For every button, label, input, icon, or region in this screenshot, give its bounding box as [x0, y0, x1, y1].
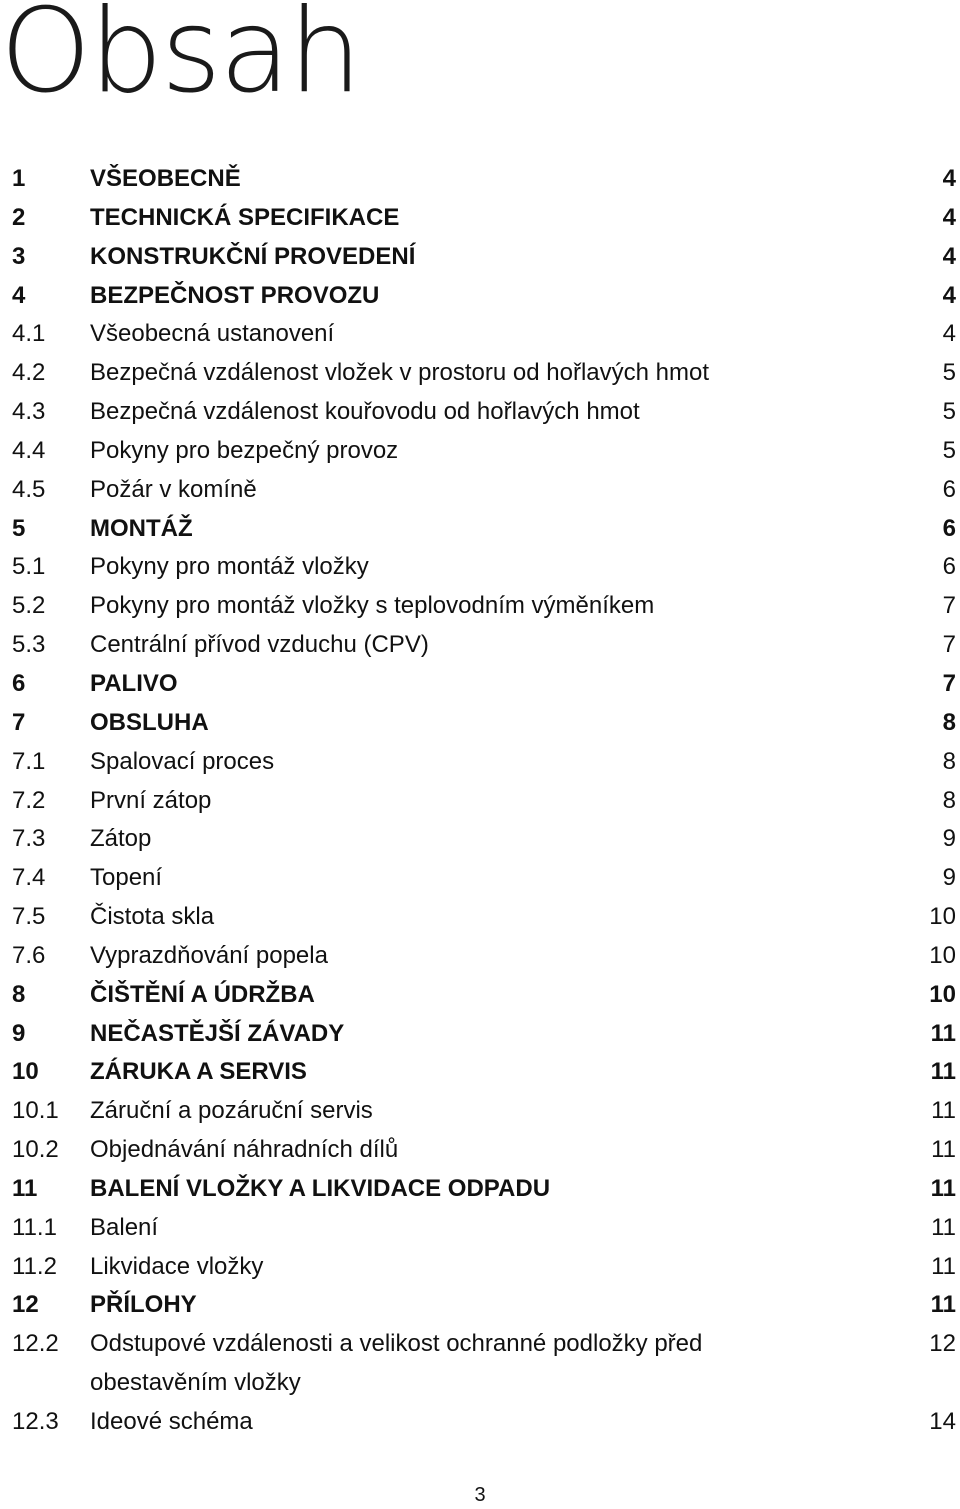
toc-page: 8 [942, 708, 956, 736]
toc-entry-6[interactable] [12, 665, 956, 704]
toc-page: 10 [929, 980, 956, 1008]
page-title: Obsah [0, 0, 360, 119]
toc-entry-7-1[interactable] [12, 743, 956, 782]
toc-page: 11 [931, 1136, 956, 1164]
toc-number: 11 [12, 1174, 38, 1202]
toc-number: 11.1 [12, 1213, 57, 1241]
toc-page: 6 [942, 514, 956, 542]
toc-page: 4 [942, 203, 956, 231]
toc-title: Čistota skla [90, 903, 215, 931]
toc-page: 4 [942, 320, 956, 348]
toc-title: BEZPEČNOST PROVOZU [90, 281, 380, 309]
toc-number: 5 [12, 514, 26, 542]
toc-number: 7.6 [12, 941, 46, 969]
toc-page: 4 [942, 165, 956, 192]
toc-entry-5[interactable] [12, 510, 956, 549]
toc-entry-12[interactable] [12, 1286, 956, 1325]
toc-page: 4 [942, 281, 956, 309]
toc-entry-11[interactable] [12, 1170, 956, 1209]
toc-number: 5.2 [12, 592, 46, 620]
toc-entry-7-6[interactable] [12, 937, 956, 976]
toc-number: 7.5 [12, 903, 46, 931]
page-number: 3 [474, 1484, 486, 1506]
toc-number: 8 [12, 980, 26, 1008]
toc-number: 10.2 [12, 1136, 59, 1164]
toc-page: 5 [942, 359, 956, 387]
toc-page: 11 [931, 1213, 956, 1241]
toc-number: 4.2 [12, 359, 46, 387]
toc-title: První zátop [90, 786, 212, 814]
toc-title: Pokyny pro montáž vložky s teplovodním výměníkem [90, 592, 655, 620]
toc-title: KONSTRUKČNÍ PROVEDENÍ [90, 242, 416, 270]
toc-title: Zátop [90, 825, 152, 853]
toc-number: 4 [12, 281, 26, 309]
toc-entry-4[interactable] [12, 277, 956, 316]
toc-page: 11 [930, 1058, 956, 1086]
toc-title: TECHNICKÁ SPECIFIKACE [90, 203, 400, 231]
toc-entry-10[interactable] [12, 1053, 956, 1092]
toc-entry-7-3[interactable] [12, 820, 956, 859]
toc-title: Záruční a pozáruční servis [90, 1097, 373, 1125]
toc-entry-8[interactable] [12, 976, 956, 1015]
table-of-contents [12, 160, 956, 1442]
toc-page: 11 [931, 1252, 956, 1280]
toc-entry-4-2[interactable] [12, 354, 956, 393]
toc-entry-7-5[interactable] [12, 898, 956, 937]
toc-number: 7 [12, 708, 26, 736]
toc-entry-5-3[interactable] [12, 626, 956, 665]
toc-page: 12 [929, 1330, 956, 1358]
toc-number: 11.2 [12, 1252, 57, 1280]
toc-number: 10.1 [12, 1097, 59, 1125]
toc-page: 9 [942, 825, 956, 853]
toc-page: 11 [930, 1019, 956, 1047]
toc-title: PŘÍLOHY [90, 1291, 197, 1319]
toc-entry-5-1[interactable] [12, 548, 956, 587]
toc-number: 4.5 [12, 475, 46, 503]
toc-number: 9 [12, 1019, 26, 1047]
toc-number: 5.1 [12, 553, 46, 581]
toc-number: 5.3 [12, 631, 46, 659]
toc-title: Pokyny pro montáž vložky [90, 553, 369, 581]
toc-number: 7.1 [12, 747, 46, 775]
toc-number: 12.2 [12, 1330, 59, 1358]
toc-page: 7 [942, 669, 956, 697]
toc-page: 8 [942, 786, 956, 814]
toc-number: 12.3 [12, 1408, 59, 1435]
toc-entry-7-4[interactable] [12, 859, 956, 898]
toc-page: 5 [942, 398, 956, 426]
toc-page: 5 [942, 436, 956, 464]
toc-entry-12-2[interactable] [12, 1325, 956, 1403]
toc-title: Bezpečná vzdálenost vložek v prostoru od hořlavých hmot [90, 359, 709, 387]
toc-number: 3 [12, 242, 26, 270]
toc-page: 11 [931, 1097, 956, 1125]
toc-entry-4-4[interactable] [12, 432, 956, 471]
toc-page: 7 [942, 631, 956, 659]
toc-number: 1 [12, 165, 26, 192]
toc-page: 9 [942, 864, 956, 892]
toc-title: Požár v komíně [90, 475, 257, 503]
toc-title: VŠEOBECNĚ [90, 165, 241, 192]
toc-title: ZÁRUKA A SERVIS [90, 1058, 307, 1086]
toc-title: Ideové schéma [90, 1408, 253, 1435]
toc-page: 8 [942, 747, 956, 775]
toc-entry-2[interactable] [12, 199, 956, 238]
toc-page: 6 [942, 475, 956, 503]
toc-number: 12 [12, 1291, 39, 1319]
toc-number: 10 [12, 1058, 39, 1086]
toc-title: Bezpečná vzdálenost kouřovodu od hořlavých hmot [90, 398, 640, 426]
toc-title: Spalovací proces [90, 747, 275, 775]
toc-page: 10 [929, 903, 956, 931]
toc-title: Pokyny pro bezpečný provoz [90, 436, 399, 464]
toc-title: Vyprazdňování popela [90, 941, 328, 969]
toc-title: OBSLUHA [90, 708, 209, 736]
toc-title: NEČASTĚJŠÍ ZÁVADY [90, 1019, 345, 1047]
toc-entry-7-2[interactable] [12, 782, 956, 821]
toc-number: 4.4 [12, 436, 46, 464]
toc-entry-4-3[interactable] [12, 393, 956, 432]
toc-entry-3[interactable] [12, 238, 956, 277]
toc-entry-9[interactable] [12, 1015, 956, 1054]
toc-entry-10-1[interactable] [12, 1092, 956, 1131]
toc-title: Likvidace vložky [90, 1252, 264, 1280]
toc-page: 4 [942, 242, 956, 270]
toc-page: 10 [929, 941, 956, 969]
toc-title: BALENÍ VLOŽKY A LIKVIDACE ODPADU [90, 1174, 551, 1202]
toc-entry-7[interactable] [12, 704, 956, 743]
toc-title: ČIŠTĚNÍ A ÚDRŽBA [90, 980, 315, 1008]
toc-title: Centrální přívod vzduchu (CPV) [90, 631, 429, 659]
toc-title: Všeobecná ustanovení [90, 320, 335, 348]
toc-entry-10-2[interactable] [12, 1131, 956, 1170]
toc-page: 14 [929, 1408, 956, 1435]
toc-title: Topení [90, 864, 163, 892]
toc-entry-4-5[interactable] [12, 471, 956, 510]
toc-title: PALIVO [90, 669, 178, 697]
toc-entry-11-2[interactable] [12, 1248, 956, 1287]
toc-entry-12-3[interactable] [12, 1403, 956, 1442]
toc-page: 11 [930, 1291, 956, 1319]
toc-number: 4.1 [12, 320, 46, 348]
toc-title: Balení [90, 1213, 159, 1241]
toc-number: 7.4 [12, 864, 46, 892]
toc-page: 7 [942, 592, 956, 620]
toc-title: MONTÁŽ [90, 514, 193, 542]
toc-entry-5-2[interactable] [12, 587, 956, 626]
toc-page: 6 [942, 553, 956, 581]
toc-number: 7.3 [12, 825, 46, 853]
toc-page: 11 [930, 1174, 956, 1202]
toc-entry-1[interactable] [12, 160, 956, 199]
toc-number: 7.2 [12, 786, 46, 814]
toc-number: 4.3 [12, 398, 46, 426]
toc-entry-11-1[interactable] [12, 1209, 956, 1248]
toc-number: 6 [12, 669, 26, 697]
toc-title: Odstupové vzdálenosti a velikost ochranné podložky před obestavěním vložky [90, 1330, 703, 1397]
toc-number: 2 [12, 203, 26, 231]
toc-entry-4-1[interactable] [12, 315, 956, 354]
toc-title: Objednávání náhradních dílů [90, 1136, 399, 1164]
